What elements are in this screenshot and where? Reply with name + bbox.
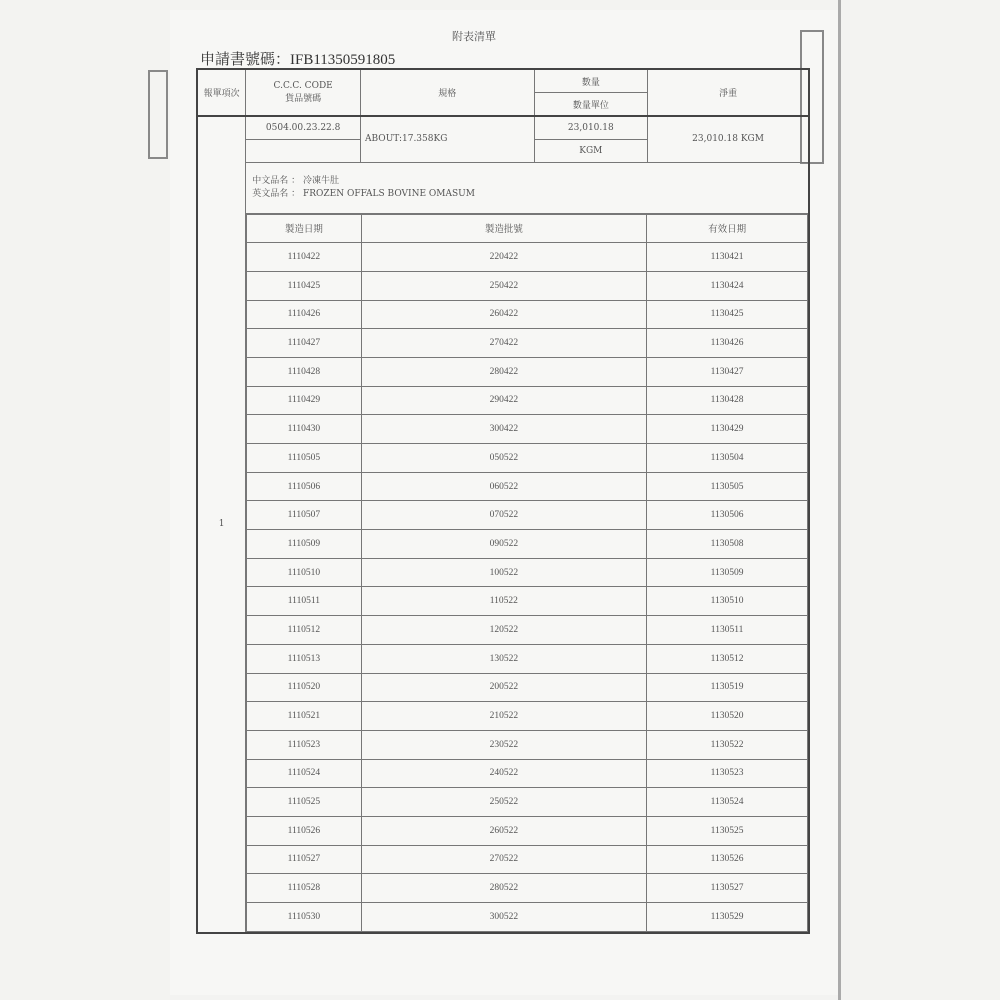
header-quantity: 數量 <box>534 69 648 93</box>
expiry-date: 1130511 <box>647 616 808 645</box>
expiry-date: 1130428 <box>647 386 808 415</box>
expiry-date: 1130425 <box>647 300 808 329</box>
table-row <box>247 501 808 530</box>
table-row <box>247 730 808 759</box>
expiry-date: 1130527 <box>647 874 808 903</box>
item-ccc-code: 0504.00.23.22.8 <box>246 116 361 139</box>
batch-number: 060522 <box>361 472 647 501</box>
manufacture-date: 1110526 <box>247 816 361 845</box>
batch-number: 130522 <box>361 644 647 673</box>
table-row <box>247 243 808 272</box>
application-number-value: IFB11350591805 <box>290 52 396 68</box>
batch-number: 050522 <box>361 444 647 473</box>
manufacture-date: 1110511 <box>247 587 361 616</box>
item-quantity: 23,010.18 <box>534 116 648 139</box>
batch-number: 120522 <box>361 616 647 645</box>
manufacture-date: 1110428 <box>247 357 361 386</box>
batch-number: 090522 <box>361 530 647 559</box>
manufacture-date: 1110430 <box>247 415 361 444</box>
document-title: 附表清單 <box>452 30 496 43</box>
ccc-code-label: C.C.C. CODE <box>273 81 333 91</box>
application-number <box>200 48 395 69</box>
table-row <box>247 673 808 702</box>
header-item-no: 報單項次 <box>197 69 246 116</box>
manufacture-date: 1110524 <box>247 759 361 788</box>
table-row <box>247 558 808 587</box>
product-names <box>246 162 809 213</box>
table-row <box>247 415 808 444</box>
batch-number: 260422 <box>361 300 647 329</box>
expiry-date: 1130512 <box>647 644 808 673</box>
manufacture-date: 1110505 <box>247 444 361 473</box>
expiry-date: 1130427 <box>647 357 808 386</box>
manufacture-date: 1110509 <box>247 530 361 559</box>
expiry-date: 1130525 <box>647 816 808 845</box>
manufacture-date: 1110429 <box>247 386 361 415</box>
header-spec: 規格 <box>361 69 535 116</box>
manufacture-date: 1110513 <box>247 644 361 673</box>
batch-number: 240522 <box>361 759 647 788</box>
table-row <box>247 329 808 358</box>
batch-number: 270522 <box>361 845 647 874</box>
batch-number: 300422 <box>361 415 647 444</box>
manufacture-date: 1110426 <box>247 300 361 329</box>
batch-number: 220422 <box>361 243 647 272</box>
batch-number: 210522 <box>361 702 647 731</box>
chinese-name: 中文品名 ： 冷凍牛肚 <box>252 175 339 186</box>
header-net-weight: 淨重 <box>648 69 809 116</box>
batch-number: 280422 <box>361 357 647 386</box>
manufacture-date: 1110512 <box>247 616 361 645</box>
batch-number: 290422 <box>361 386 647 415</box>
col-expiry-date: 有效日期 <box>647 214 808 243</box>
table-row <box>247 903 808 932</box>
manufacture-date: 1110422 <box>247 243 361 272</box>
manufacture-date: 1110427 <box>247 329 361 358</box>
table-row <box>247 271 808 300</box>
batch-number: 260522 <box>361 816 647 845</box>
batch-number: 070522 <box>361 501 647 530</box>
manufacture-date: 1110507 <box>247 501 361 530</box>
manufacture-date: 1110510 <box>247 558 361 587</box>
expiry-date: 1130510 <box>647 587 808 616</box>
batch-number: 250522 <box>361 788 647 817</box>
table-row <box>247 357 808 386</box>
item-quantity-unit: KGM <box>534 139 648 162</box>
batch-number: 280522 <box>361 874 647 903</box>
expiry-date: 1130509 <box>647 558 808 587</box>
item-no: 1 <box>197 116 246 933</box>
manufacture-date: 1110530 <box>247 903 361 932</box>
seal-stamp-left <box>148 70 168 159</box>
expiry-date: 1130524 <box>647 788 808 817</box>
table-row <box>247 874 808 903</box>
batch-number: 250422 <box>361 271 647 300</box>
page-edge <box>838 0 841 1000</box>
table-row <box>247 444 808 473</box>
batch-number: 270422 <box>361 329 647 358</box>
goods-code-label: 貨品號碼 <box>285 94 322 104</box>
item-net-weight: 23,010.18 KGM <box>648 116 809 162</box>
expiry-date: 1130529 <box>647 903 808 932</box>
item-ccc-blank <box>246 139 361 162</box>
table-row <box>247 759 808 788</box>
manufacture-date: 1110520 <box>247 673 361 702</box>
table-row <box>247 386 808 415</box>
header-quantity-unit: 數量單位 <box>534 93 648 117</box>
manufacture-date: 1110527 <box>247 845 361 874</box>
table-row <box>247 788 808 817</box>
table-row <box>247 644 808 673</box>
table-row <box>247 530 808 559</box>
goods-table <box>196 68 810 934</box>
table-row <box>247 845 808 874</box>
table-row <box>247 816 808 845</box>
expiry-date: 1130505 <box>647 472 808 501</box>
manufacture-date: 1110523 <box>247 730 361 759</box>
table-row <box>247 616 808 645</box>
application-number-label: 申請書號碼： <box>200 52 291 68</box>
manufacture-date: 1110425 <box>247 271 361 300</box>
batch-number: 300522 <box>361 903 647 932</box>
header-ccc-code <box>246 69 361 116</box>
batch-number: 230522 <box>361 730 647 759</box>
expiry-date: 1130504 <box>647 444 808 473</box>
manufacture-date: 1110521 <box>247 702 361 731</box>
manufacture-date: 1110525 <box>247 788 361 817</box>
manufacture-date: 1110528 <box>247 874 361 903</box>
batch-table <box>246 214 808 932</box>
table-row <box>247 587 808 616</box>
expiry-date: 1130421 <box>647 243 808 272</box>
english-name: 英文品名 ： FROZEN OFFALS BOVINE OMASUM <box>252 188 475 199</box>
expiry-date: 1130429 <box>647 415 808 444</box>
table-row <box>247 702 808 731</box>
expiry-date: 1130526 <box>647 845 808 874</box>
expiry-date: 1130520 <box>647 702 808 731</box>
expiry-date: 1130506 <box>647 501 808 530</box>
manufacture-date: 1110506 <box>247 472 361 501</box>
expiry-date: 1130426 <box>647 329 808 358</box>
expiry-date: 1130522 <box>647 730 808 759</box>
expiry-date: 1130424 <box>647 271 808 300</box>
expiry-date: 1130523 <box>647 759 808 788</box>
batch-number: 200522 <box>361 673 647 702</box>
col-manufacture-date: 製造日期 <box>247 214 361 243</box>
table-row <box>247 472 808 501</box>
batch-number: 110522 <box>361 587 647 616</box>
col-batch-number: 製造批號 <box>361 214 647 243</box>
batch-number: 100522 <box>361 558 647 587</box>
item-spec: ABOUT:17.358KG <box>361 116 535 162</box>
table-row <box>247 300 808 329</box>
expiry-date: 1130508 <box>647 530 808 559</box>
batch-cell <box>246 213 809 933</box>
expiry-date: 1130519 <box>647 673 808 702</box>
